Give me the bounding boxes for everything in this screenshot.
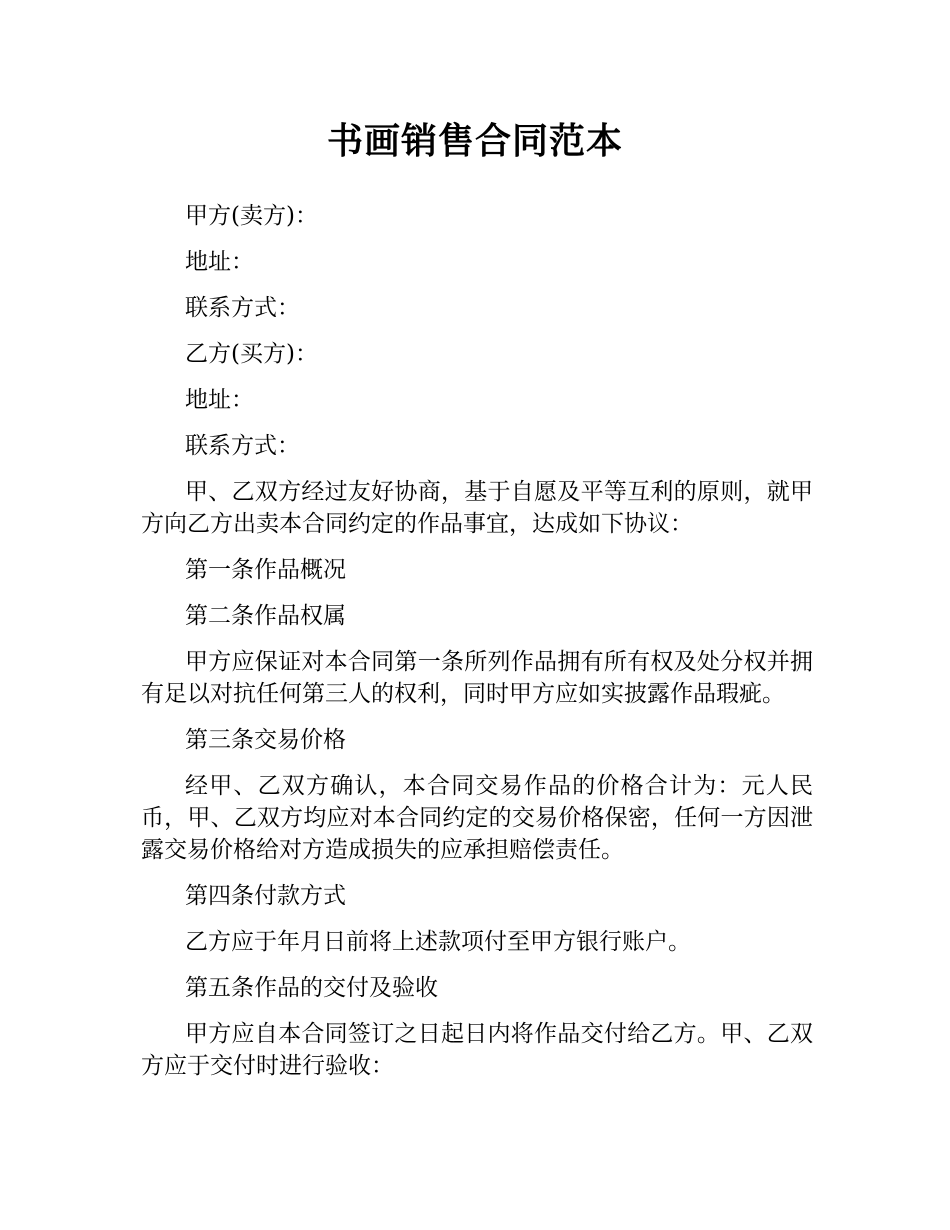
buyer-address-line: 地址： xyxy=(185,387,254,413)
document-title: 书画销售合同范本 xyxy=(326,121,623,162)
article-3-heading: 第三条交易价格 xyxy=(185,727,346,753)
article-1-heading: 第一条作品概况 xyxy=(185,557,346,583)
seller-address-line: 地址： xyxy=(185,249,254,275)
seller-contact-line: 联系方式： xyxy=(185,295,300,321)
buyer-party-line: 乙方(买方)： xyxy=(185,341,318,367)
article-4-heading: 第四条付款方式 xyxy=(185,883,346,909)
article-2-paragraph: 甲方应保证对本合同第一条所列作品拥有所有权及处分权并拥有足以对抗任何第三人的权利，同时甲方应如实披露作品瑕疵。 xyxy=(141,649,813,707)
article-5-paragraph: 甲方应自本合同签订之日起日内将作品交付给乙方。甲、乙双方应于交付时进行验收： xyxy=(141,1021,813,1079)
buyer-contact-line: 联系方式： xyxy=(185,433,300,459)
article-5-heading: 第五条作品的交付及验收 xyxy=(185,975,438,1001)
document-body xyxy=(141,200,813,1096)
preamble-paragraph: 甲、乙双方经过友好协商，基于自愿及平等互利的原则，就甲方向乙方出卖本合同约定的作品事宜，达成如下协议： xyxy=(141,479,813,537)
article-3-paragraph: 经甲、乙双方确认，本合同交易作品的价格合计为：元人民币，甲、乙双方均应对本合同约定的交易价格保密，任何一方因泄露交易价格给对方造成损失的应承担赔偿责任。 xyxy=(141,773,813,863)
article-4-paragraph: 乙方应于年月日前将上述款项付至甲方银行账户。 xyxy=(185,929,691,955)
seller-party-line: 甲方(卖方)： xyxy=(185,203,318,229)
article-2-heading: 第二条作品权属 xyxy=(185,603,346,629)
